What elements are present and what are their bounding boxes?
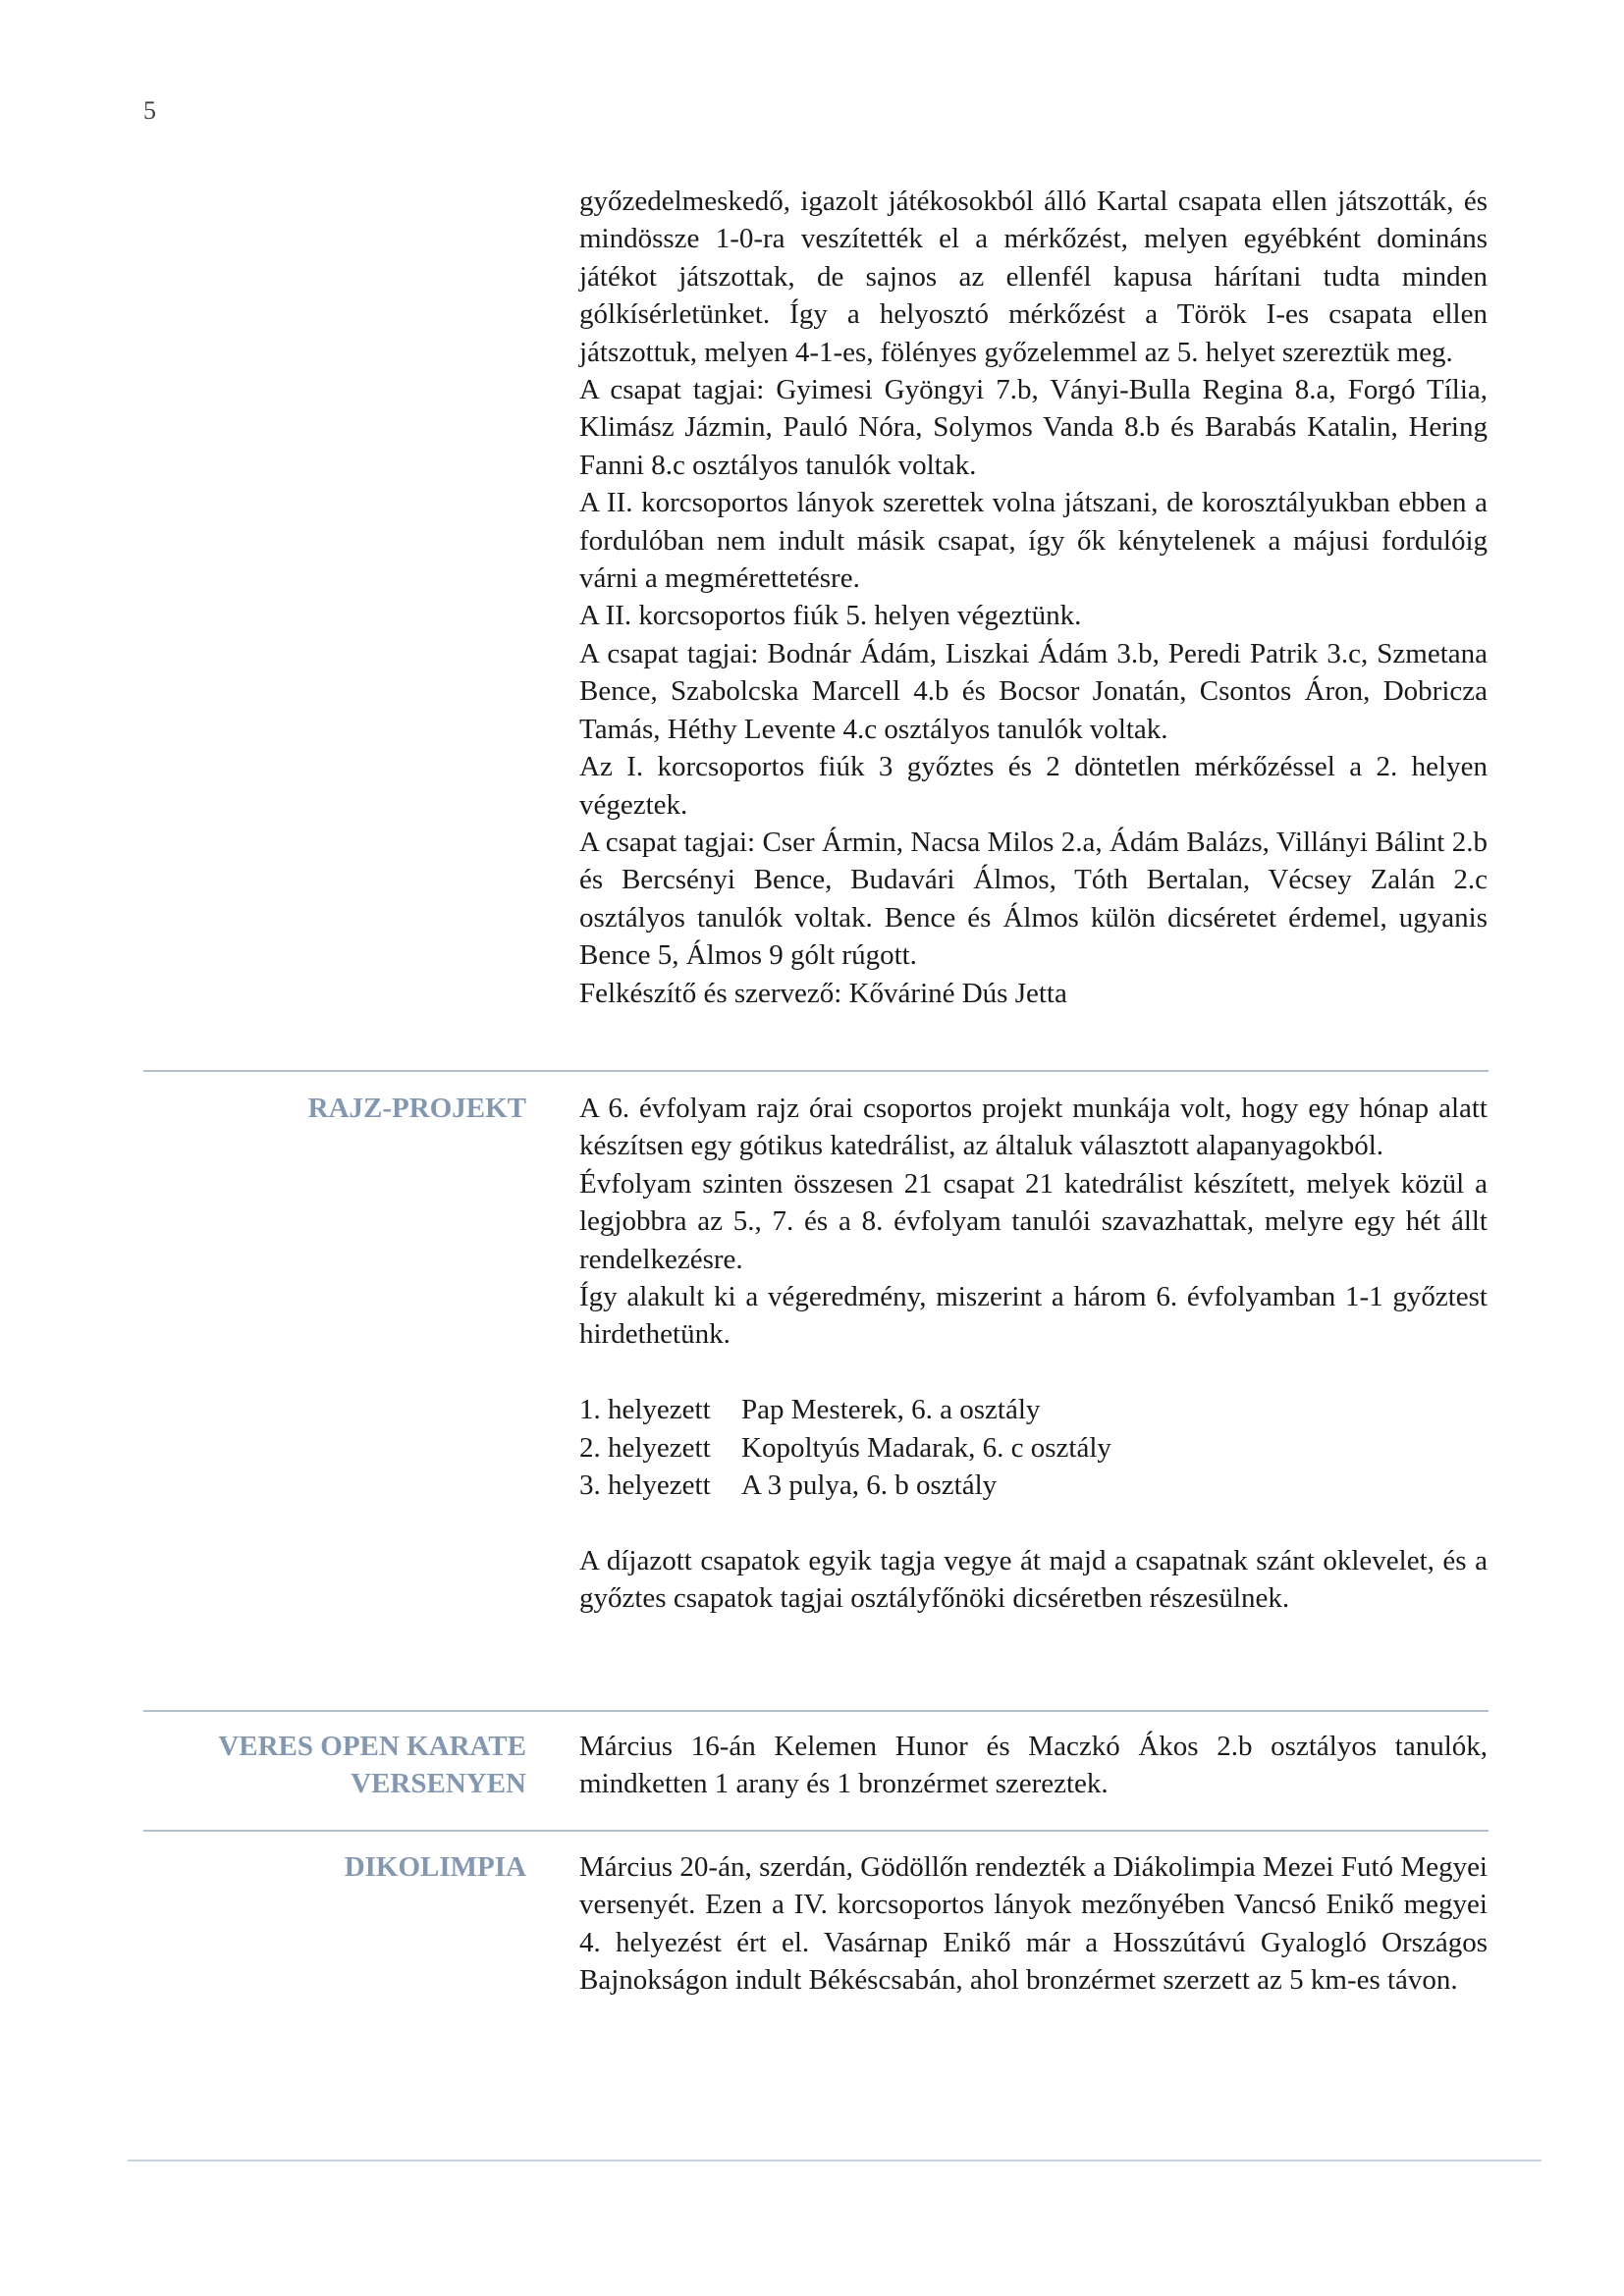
footer-divider bbox=[128, 2160, 1542, 2162]
intro-paragraph: A II. korcsoportos lányok szerettek volna játszani, de korosztályukban ebben a fordulóban nem indult másik csapat, így ők kénytelenek a májusi fordulóig várni a megmérettetésre. bbox=[579, 487, 1488, 595]
karate-section bbox=[579, 1728, 1488, 1803]
section-divider bbox=[143, 1830, 1489, 1832]
section-divider bbox=[143, 1710, 1489, 1712]
rajz-paragraph: Így alakult ki a végeredmény, miszerint a három 6. évfolyamban 1-1 győztest hirdethetünk. bbox=[579, 1281, 1488, 1351]
intro-section bbox=[579, 183, 1488, 1012]
section-label-line: VERES OPEN KARATE bbox=[218, 1731, 526, 1762]
intro-paragraph: A csapat tagjai: Gyimesi Gyöngyi 7.b, Ványi-Bulla Regina 8.a, Forgó Tília, Klimász Jázmin, Pauló Nóra, Solymos Vanda 8.b és Barabás Katalin, Hering Fanni 8.c osztályos tanulók voltak. bbox=[579, 374, 1488, 481]
intro-paragraph: Felkészítő és szervező: Kőváriné Dús Jetta bbox=[579, 977, 1067, 1009]
rajz-paragraph: Évfolyam szinten összesen 21 csapat 21 katedrálist készített, melyek közül a legjobbra az 5., 7. és a 8. évfolyam tanulói szavazhattak, melyre egy hét állt rendelkezésre. bbox=[579, 1167, 1488, 1275]
rajz-paragraph: A 6. évfolyam rajz órai csoportos projekt munkája volt, hogy egy hónap alatt készítsen egy gótikus katedrálist, az általuk választott alapanyagokból. bbox=[579, 1093, 1488, 1162]
section-label-rajz: RAJZ-PROJEKT bbox=[307, 1093, 526, 1124]
placement-row bbox=[579, 1391, 1488, 1428]
section-label-olimpia: DIKOLIMPIA bbox=[344, 1851, 526, 1883]
placement-rank: 3. helyezett bbox=[579, 1469, 711, 1502]
placement-rank: 1. helyezett bbox=[579, 1394, 711, 1426]
rajz-section bbox=[579, 1090, 1488, 1618]
page-number: 5 bbox=[143, 96, 156, 125]
intro-paragraph: A II. korcsoportos fiúk 5. helyen végeztünk. bbox=[579, 600, 1082, 632]
olimpia-paragraph: Március 20-án, szerdán, Gödöllőn rendezték a Diákolimpia Mezei Futó Megyei versenyét. Ezen a IV. korcsoportos lányok mezőnyében Vancsó Enikő megyei 4. helyezést ért el. Vasárnap Enikő már a Hosszútávú Gyalogló Országos Bajnokságon indult Békéscsabán, ahol bronzérmet szerzett az 5 km-es távon. bbox=[579, 1851, 1488, 1997]
olimpia-section bbox=[579, 1848, 1488, 2000]
section-label-line: VERSENYEN bbox=[351, 1768, 526, 1800]
intro-paragraph: győzedelmeskedő, igazolt játékosokból álló Kartal csapata ellen játszották, és mindössze 1-0-ra veszítették el a mérkőzést, melyen egyébként domináns játékot játszottak, de sajnos az ellenfél kapusa hárítani tudta minden gólkísérletünket. Így a helyosztó mérkőzést a Török I-es csapata ellen játszottuk, melyen 4-1-es, fölényes győzelemmel az 5. helyet szereztük meg. bbox=[579, 186, 1488, 368]
placement-team: Kopoltyús Madarak, 6. c osztály bbox=[741, 1431, 1111, 1464]
intro-paragraph: Az I. korcsoportos fiúk 3 győztes és 2 döntetlen mérkőzéssel a 2. helyen végeztek. bbox=[579, 751, 1488, 821]
intro-paragraph: A csapat tagjai: Cser Ármin, Nacsa Milos 2.a, Ádám Balázs, Villányi Bálint 2.b és Bercsényi Bence, Budavári Álmos, Tóth Bertalan, Vécsey Zalán 2.c osztályos tanulók voltak. Bence és Álmos külön dicséretet érdemel, ugyanis Bence 5, Álmos 9 gólt rúgott. bbox=[579, 826, 1488, 972]
section-label-karate bbox=[143, 1728, 526, 1803]
placement-team: A 3 pulya, 6. b osztály bbox=[741, 1469, 998, 1502]
intro-paragraph: A csapat tagjai: Bodnár Ádám, Liszkai Ádám 3.b, Peredi Patrik 3.c, Szmetana Bence, Szabolcska Marcell 4.b és Bocsor Jonatán, Csontos Áron, Dobricza Tamás, Héthy Levente 4.c osztályos tanulók voltak. bbox=[579, 637, 1488, 745]
placement-row bbox=[579, 1429, 1488, 1467]
karate-paragraph: Március 16-án Kelemen Hunor és Maczkó Ákos 2.b osztályos tanulók, mindketten 1 arany és 1 bronzérmet szereztek. bbox=[579, 1731, 1488, 1800]
section-divider bbox=[143, 1070, 1489, 1072]
placement-rank: 2. helyezett bbox=[579, 1431, 711, 1464]
rajz-closing: A díjazott csapatok egyik tagja vegye át majd a csapatnak szánt oklevelet, és a győztes csapatok tagjai osztályfőnöki dicséretben részesülnek. bbox=[579, 1544, 1488, 1615]
placement-team: Pap Mesterek, 6. a osztály bbox=[741, 1394, 1041, 1426]
placement-row bbox=[579, 1467, 1488, 1504]
